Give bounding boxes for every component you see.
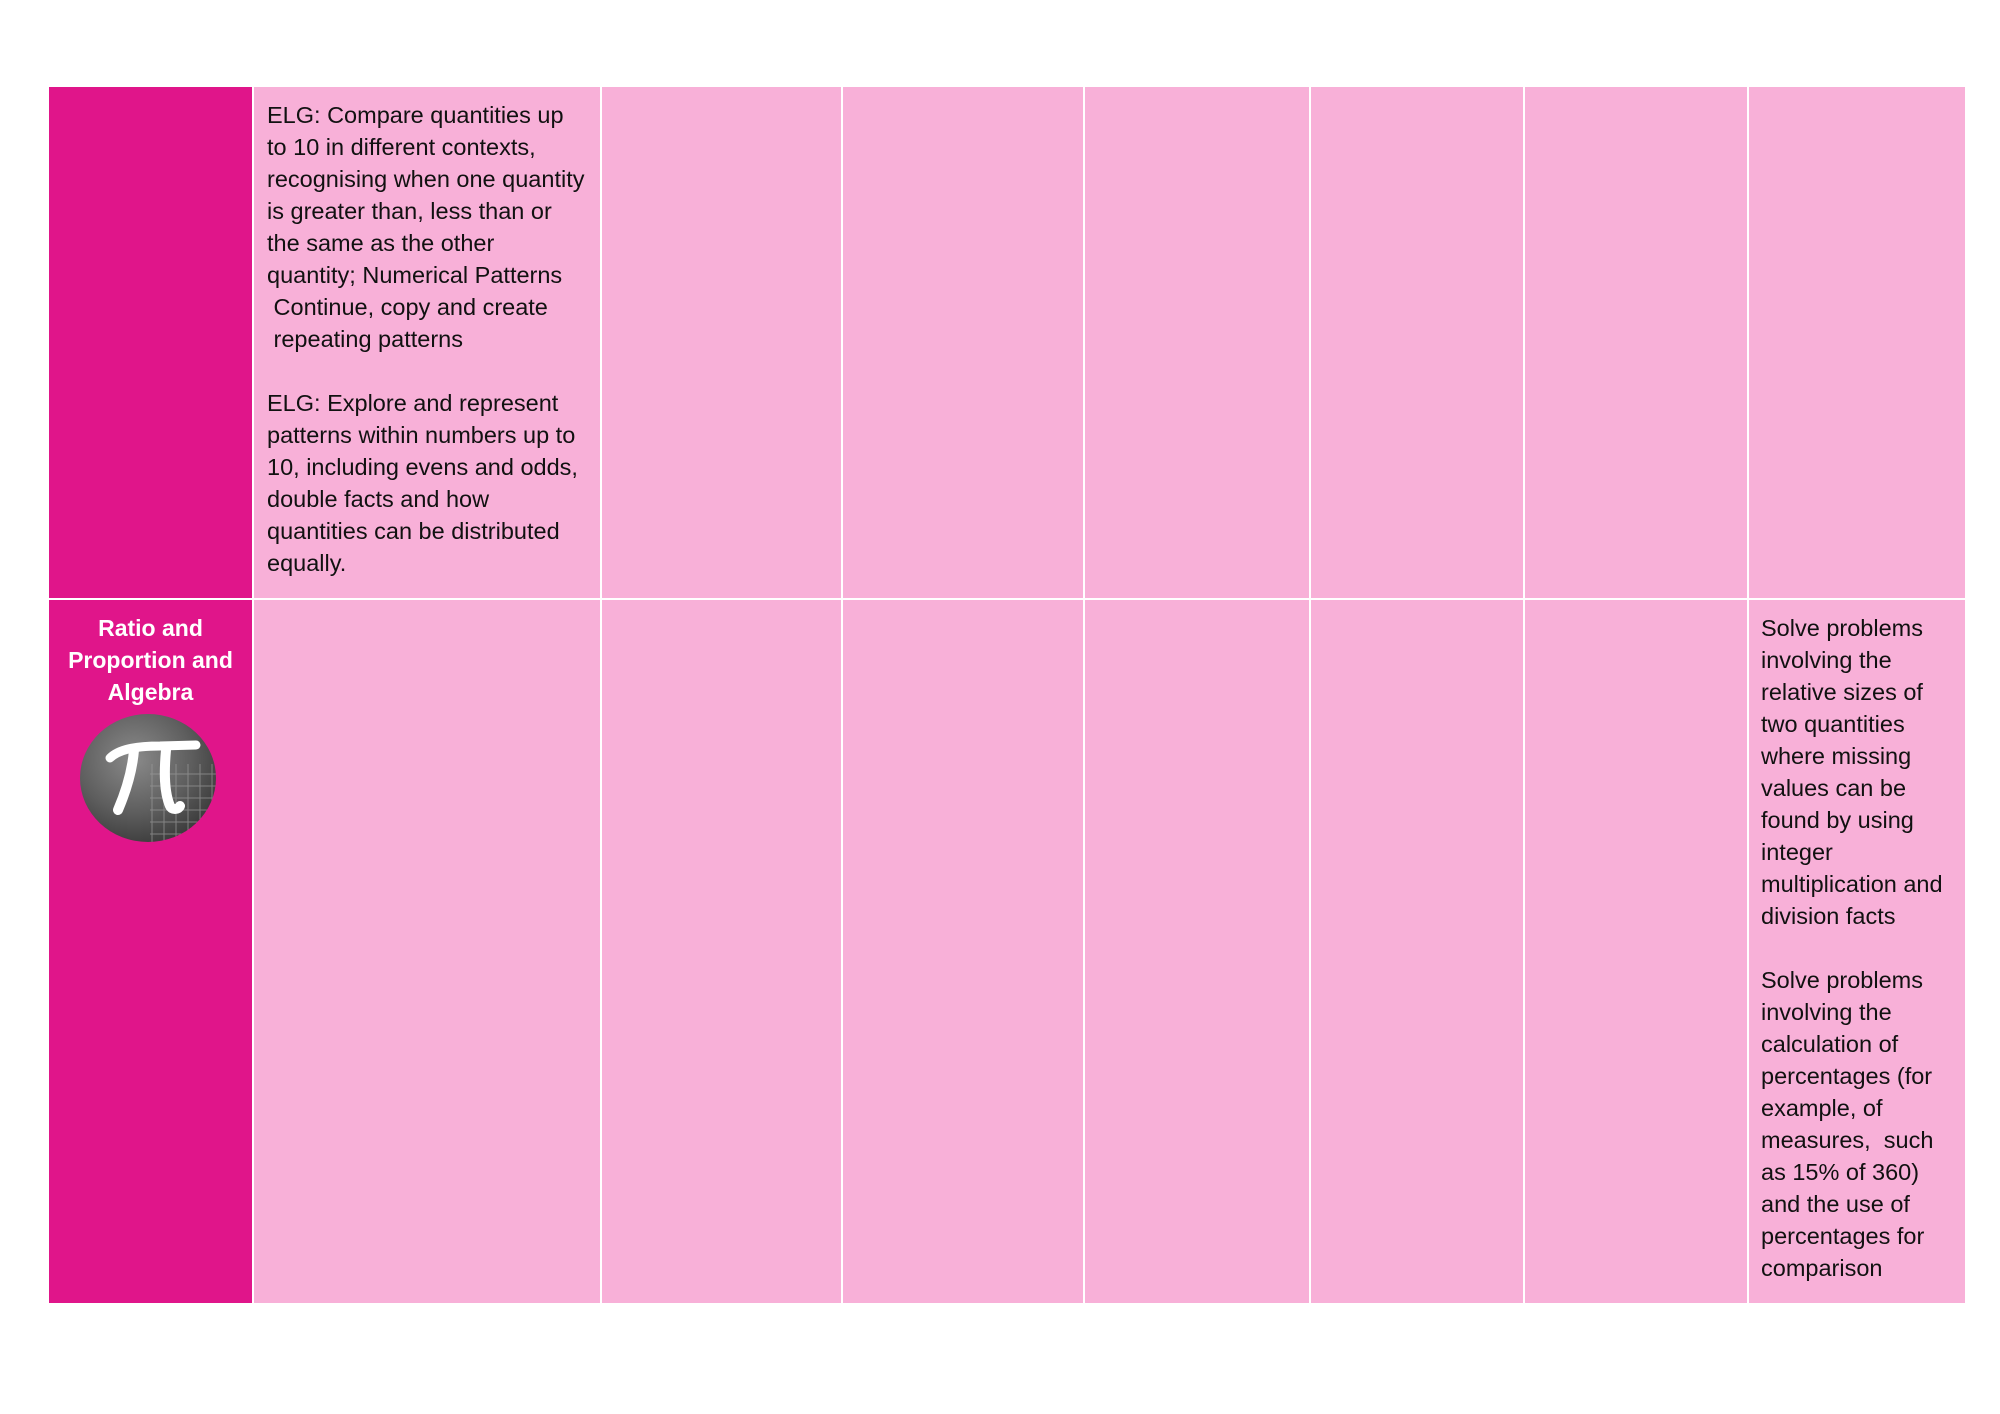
table-cell [602,600,841,1303]
table-cell [602,87,841,598]
table-cell [1311,87,1523,598]
curriculum-table [49,87,1961,1311]
table-cell [843,600,1083,1303]
strand-label: Ratio and Proportion and Algebra [68,615,233,705]
strand-cell [49,600,252,1303]
table-cell-eyfs [254,600,600,1303]
table-cell [1525,87,1747,598]
table-cell [1085,87,1309,598]
pi-icon [80,714,216,842]
table-cell [1525,600,1747,1303]
table-cell [1311,600,1523,1303]
table-cell [843,87,1083,598]
table-cell [1749,87,1965,598]
strand-cell [49,87,252,598]
table-cell-year6: Solve problems involving the relative sizes of two quantities where missing values can be found by using integer multiplication and division facts Solve problems involving the calculation of percentages (for example, of measures, such as 15% of 360) and the use of percentages for comparison [1749,600,1965,1303]
table-cell [1085,600,1309,1303]
table-cell-eyfs: ELG: Compare quantities up to 10 in different contexts, recognising when one quantity is greater than, less than or the same as the other quantity; Numerical Patterns Continue, copy and create repeating patterns ELG: Explore and represent patterns within numbers up to 10, including evens and odds, double facts and how quantities can be distributed equally. [254,87,600,598]
